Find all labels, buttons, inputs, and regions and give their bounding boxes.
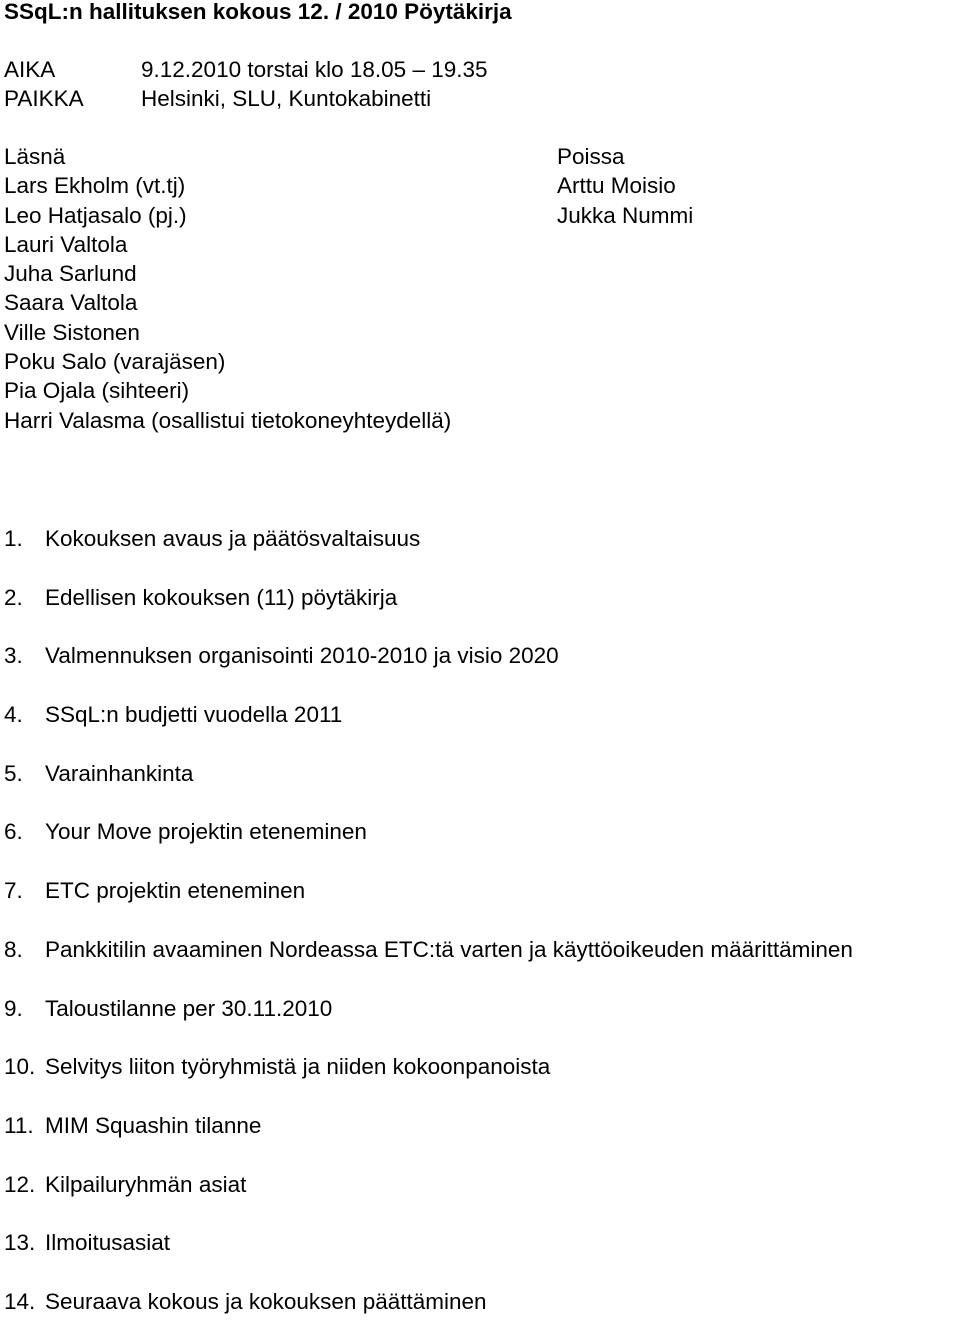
agenda-item-text: Selvitys liiton työryhmistä ja niiden kokoonpanoista bbox=[45, 1054, 551, 1080]
present-member: Pia Ojala (sihteeri) bbox=[4, 378, 190, 404]
present-member: Saara Valtola bbox=[4, 290, 138, 316]
agenda-item bbox=[4, 757, 853, 816]
present-member: Lars Ekholm (vt.tj) bbox=[4, 173, 186, 199]
present-list bbox=[4, 142, 451, 435]
agenda-item bbox=[4, 522, 853, 581]
present-member: Harri Valasma (osallistui tietokoneyhteydellä) bbox=[4, 407, 452, 433]
document-title: SSqL:n hallituksen kokous 12. / 2010 Pöytäkirja bbox=[4, 0, 512, 24]
absent-list bbox=[557, 142, 693, 230]
agenda-item-text: Kokouksen avaus ja päätösvaltaisuus bbox=[45, 526, 421, 551]
agenda-item bbox=[4, 1050, 853, 1109]
agenda-item bbox=[4, 874, 853, 933]
agenda-item bbox=[4, 1109, 853, 1168]
meta-value-place: Helsinki, SLU, Kuntokabinetti bbox=[141, 86, 432, 111]
agenda-item-text: Edellisen kokouksen (11) pöytäkirja bbox=[45, 584, 398, 610]
present-member: Poku Salo (varajäsen) bbox=[4, 349, 226, 375]
agenda-item-number: 11. bbox=[4, 1112, 34, 1138]
absent-heading: Poissa bbox=[557, 144, 625, 169]
agenda-item-text: Taloustilanne per 30.11.2010 bbox=[45, 995, 333, 1021]
agenda-item bbox=[4, 1285, 853, 1344]
agenda-item-text: MIM Squashin tilanne bbox=[45, 1112, 262, 1138]
agenda-item-number: 1. bbox=[4, 526, 23, 551]
agenda-item bbox=[4, 933, 853, 992]
agenda-item bbox=[4, 1168, 853, 1227]
agenda-item bbox=[4, 815, 853, 874]
absent-member: Arttu Moisio bbox=[557, 173, 676, 199]
agenda-item-number: 9. bbox=[4, 995, 23, 1021]
present-heading: Läsnä bbox=[4, 144, 66, 169]
meta-value-time: 9.12.2010 torstai klo 18.05 – 19.35 bbox=[141, 57, 488, 82]
agenda-item-text: Varainhankinta bbox=[45, 760, 194, 786]
agenda-item-number: 8. bbox=[4, 936, 23, 962]
agenda-item bbox=[4, 698, 853, 757]
meta-row-place bbox=[4, 84, 431, 113]
agenda-item bbox=[4, 1226, 853, 1285]
agenda-item-number: 14. bbox=[4, 1288, 36, 1314]
agenda-item-number: 7. bbox=[4, 878, 23, 904]
agenda-item-text: Kilpailuryhmän asiat bbox=[45, 1171, 247, 1197]
present-member: Leo Hatjasalo (pj.) bbox=[4, 202, 187, 228]
agenda-item-text: ETC projektin eteneminen bbox=[45, 878, 306, 904]
agenda-item-number: 6. bbox=[4, 819, 23, 845]
meta-label-place: PAIKKA bbox=[4, 86, 84, 111]
absent-member: Jukka Nummi bbox=[557, 202, 694, 228]
agenda-item-text: SSqL:n budjetti vuodella 2011 bbox=[45, 702, 343, 728]
agenda-item-number: 5. bbox=[4, 760, 23, 786]
agenda-item bbox=[4, 639, 853, 698]
agenda-item-number: 10. bbox=[4, 1054, 36, 1080]
present-member: Lauri Valtola bbox=[4, 231, 128, 257]
agenda-item-text: Seuraava kokous ja kokouksen päättäminen bbox=[45, 1288, 487, 1314]
agenda-item bbox=[4, 992, 853, 1051]
agenda-item-number: 13. bbox=[4, 1230, 36, 1256]
agenda-item-text: Pankkitilin avaaminen Nordeassa ETC:tä varten ja käyttöoikeuden määrittäminen bbox=[45, 936, 853, 962]
meta-label-time: AIKA bbox=[4, 57, 56, 82]
agenda-item-text: Valmennuksen organisointi 2010-2010 ja visio 2020 bbox=[45, 643, 559, 669]
agenda-item bbox=[4, 581, 853, 640]
agenda-list bbox=[4, 522, 853, 1344]
agenda-item-number: 3. bbox=[4, 643, 23, 669]
agenda-item-number: 4. bbox=[4, 702, 23, 728]
present-member: Ville Sistonen bbox=[4, 319, 140, 345]
agenda-item-text: Ilmoitusasiat bbox=[45, 1230, 171, 1256]
agenda-item-text: Your Move projektin eteneminen bbox=[45, 819, 367, 845]
present-member: Juha Sarlund bbox=[4, 261, 137, 287]
agenda-item-number: 12. bbox=[4, 1171, 36, 1197]
agenda-item-number: 2. bbox=[4, 584, 23, 610]
meta-row-time bbox=[4, 55, 488, 84]
